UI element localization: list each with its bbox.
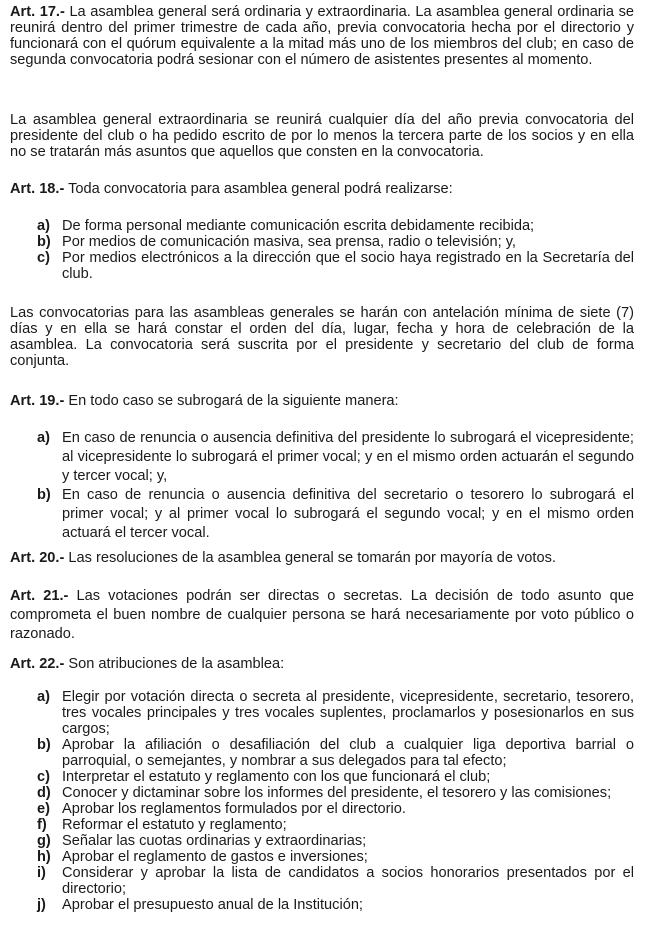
list-item bbox=[10, 769, 634, 785]
art-18-list bbox=[10, 218, 634, 282]
list-item-text: Por medios electrónicos a la dirección que el socio haya registrado en la Secretaría del club. bbox=[62, 250, 634, 282]
list-letter: b) bbox=[37, 234, 51, 250]
list-letter: b) bbox=[37, 737, 51, 753]
art-17-paragraph bbox=[10, 4, 634, 68]
art-21-label: Art. 21.- bbox=[10, 588, 69, 604]
list-letter: g) bbox=[37, 833, 51, 849]
art-18-paragraph-2 bbox=[10, 305, 634, 369]
list-item bbox=[10, 849, 634, 865]
art-19-label: Art. 19.- bbox=[10, 393, 65, 409]
list-item bbox=[10, 250, 634, 282]
list-item-text: Señalar las cuotas ordinarias y extraordinarias; bbox=[62, 833, 367, 849]
list-letter: c) bbox=[37, 250, 50, 266]
art-19-paragraph bbox=[10, 393, 634, 409]
list-item-text: De forma personal mediante comunicación escrita debidamente recibida; bbox=[62, 218, 535, 234]
list-letter: h) bbox=[37, 849, 51, 865]
list-letter: j) bbox=[37, 897, 46, 913]
list-item-text: Reformar el estatuto y reglamento; bbox=[62, 817, 287, 833]
art-21-text: Las votaciones podrán ser directas o secretas. La decisión de todo asunto que comprometa el buen nombre de cualquier persona se hará necesariamente por voto público o razonado. bbox=[10, 588, 634, 642]
art-17-paragraph-2 bbox=[10, 112, 634, 160]
art-22-paragraph bbox=[10, 656, 634, 672]
art-18-label: Art. 18.- bbox=[10, 181, 65, 197]
list-letter: a) bbox=[37, 218, 50, 234]
list-letter: b) bbox=[37, 487, 51, 503]
list-item-text: Elegir por votación directa o secreta al presidente, vicepresidente, secretario, tesorero, tres vocales principales y tres vocales suplentes, proclamarlos y posesionarlos en sus cargos; bbox=[62, 689, 634, 737]
list-letter: f) bbox=[37, 817, 47, 833]
list-item-text: Aprobar los reglamentos formulados por el directorio. bbox=[62, 801, 406, 817]
list-item bbox=[10, 486, 634, 543]
art-22-text: Son atribuciones de la asamblea: bbox=[68, 656, 285, 672]
list-item bbox=[10, 218, 634, 234]
art-17-label: Art. 17.- bbox=[10, 4, 65, 20]
list-item bbox=[10, 737, 634, 769]
list-letter: a) bbox=[37, 689, 50, 705]
list-item-text: En caso de renuncia o ausencia definitiva del presidente lo subrogará el vicepresidente; al vicepresidente lo subrogará el primer vocal; y en el mismo orden actuarán el segundo y tercer vocal; y, bbox=[62, 430, 634, 484]
art-20-label: Art. 20.- bbox=[10, 550, 65, 566]
list-item-text: Por medios de comunicación masiva, sea prensa, radio o televisión; y, bbox=[62, 234, 516, 250]
list-item-text: Interpretar el estatuto y reglamento con los que funcionará el club; bbox=[62, 769, 491, 785]
list-item-text: Considerar y aprobar la lista de candidatos a socios honorarios presentados por el directorio; bbox=[62, 865, 634, 897]
art-20-paragraph bbox=[10, 550, 634, 566]
art-17-text-2: La asamblea general extraordinaria se reunirá cualquier día del año previa convocatoria del presidente del club o ha pedido escrito de por lo menos la tercera parte de los socios y en ella no se tratarán más asuntos que aquellos que consten en la convocatoria. bbox=[10, 112, 634, 160]
art-21-paragraph bbox=[10, 587, 634, 644]
art-18-text: Toda convocatoria para asamblea general podrá realizarse: bbox=[68, 181, 453, 197]
list-item bbox=[10, 785, 634, 801]
list-item bbox=[10, 689, 634, 737]
art-20-text: Las resoluciones de la asamblea general se tomarán por mayoría de votos. bbox=[68, 550, 556, 566]
list-item bbox=[10, 897, 634, 913]
art-22-list bbox=[10, 689, 634, 913]
art-19-text: En todo caso se subrogará de la siguiente manera: bbox=[68, 393, 399, 409]
list-item-text: Aprobar la afiliación o desafiliación del club a cualquier liga deportiva barrial o parroquial, o semejantes, y nombrar a sus delegados para tal efecto; bbox=[62, 737, 634, 769]
list-item bbox=[10, 801, 634, 817]
list-item-text: En caso de renuncia o ausencia definitiva del secretario o tesorero lo subrogará el primer vocal; y al primer vocal lo subrogará el segundo vocal; y en el mismo orden actuará el tercer vocal. bbox=[62, 487, 634, 541]
list-item bbox=[10, 833, 634, 849]
list-item-text: Aprobar el reglamento de gastos e inversiones; bbox=[62, 849, 368, 865]
list-letter: c) bbox=[37, 769, 50, 785]
art-18-text-2: Las convocatorias para las asambleas generales se harán con antelación mínima de siete (7) días y en ella se hará constar el orden del día, lugar, fecha y hora de celebración de la asamblea. La convocatoria será suscrita por el presidente y secretario del club de forma conjunta. bbox=[10, 305, 634, 369]
art-18-paragraph bbox=[10, 181, 634, 197]
art-19-list bbox=[10, 429, 634, 543]
list-letter: d) bbox=[37, 785, 51, 801]
list-item bbox=[10, 865, 634, 897]
list-letter: i) bbox=[37, 865, 46, 881]
list-letter: a) bbox=[37, 430, 50, 446]
list-item bbox=[10, 429, 634, 486]
list-letter: e) bbox=[37, 801, 50, 817]
art-17-text: La asamblea general será ordinaria y extraordinaria. La asamblea general ordinaria se reunirá dentro del primer trimestre de cada año, previa convocatoria hecha por el directorio y funcionará con el quórum equivalente a la mitad más uno de los miembros del club; en caso de segunda convocatoria podrá sesionar con el número de asistentes presentes al momento. bbox=[10, 4, 635, 68]
list-item bbox=[10, 817, 634, 833]
art-22-label: Art. 22.- bbox=[10, 656, 65, 672]
list-item-text: Aprobar el presupuesto anual de la Institución; bbox=[62, 897, 363, 913]
list-item bbox=[10, 234, 634, 250]
list-item-text: Conocer y dictaminar sobre los informes del presidente, el tesorero y las comisiones; bbox=[62, 785, 612, 801]
